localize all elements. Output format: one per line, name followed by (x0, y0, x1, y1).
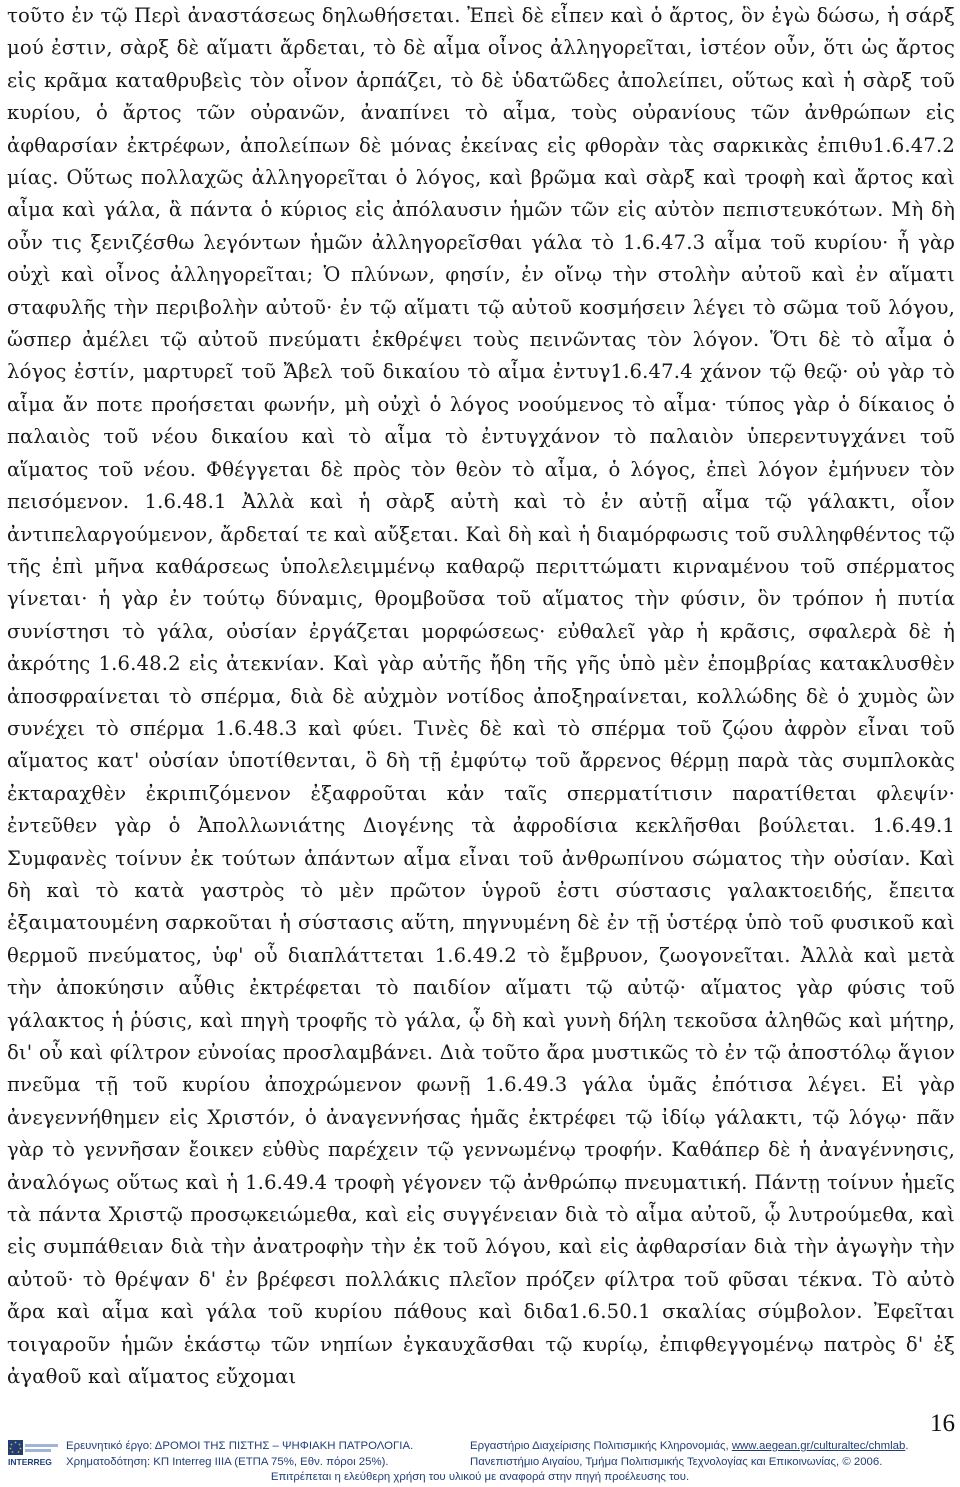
footer-lab-suffix: . (905, 1440, 909, 1452)
document-paragraph: τοῦτο ἐν τῷ Περὶ ἀναστάσεως δηλωθήσεται. Ἐπεὶ δὲ εἶπεν καὶ ὁ ἄρτος, ὃν ἐγὼ δώσω, ἡ σάρξ μού ἐστιν, σὰρξ δὲ αἵματι ἄρδεται, τὸ δὲ αἷμα οἶνος ἀλληγορεῖται, ἰστέον οὖν, ὅτι ὡς ἄρτος εἰς κρᾶμα καταθρυβεὶς τὸν οἶνον ἁρπάζει, τὸ δὲ ὑδατῶδες ἀπολείπει, οὕτως καὶ ἡ σὰρξ τοῦ κυρίου, ὁ ἄρτος τῶν οὐρανῶν, ἀναπίνει τὸ αἷμα, τοὺς οὐρανίους τῶν ἀνθρώπων εἰς ἀφθαρσίαν ἐκτρέφων, ἀπολείπων δὲ μόνας ἐκείνας εἰς φθορὰν τὰς σαρκικὰς ἐπιθυ1.6.47.2 μίας. Οὕτως πολλαχῶς ἀλληγορεῖται ὁ λόγος, καὶ βρῶμα καὶ σὰρξ καὶ τροφὴ καὶ ἄρτος καὶ αἷμα καὶ γάλα, ἃ πάντα ὁ κύριος εἰς ἀπόλαυσιν ἡμῶν τῶν εἰς αὐτὸν πεπιστευκότων. Μὴ δὴ οὖν τις ξενιζέσθω λεγόντων ἡμῶν ἀλληγορεῖσθαι γάλα τὸ 1.6.47.3 αἷμα τοῦ κυρίου· ἦ γὰρ οὐχὶ καὶ οἶνος ἀλληγορεῖται; Ὁ πλύνων, φησίν, ἐν οἴνῳ τὴν στολὴν αὐτοῦ καὶ ἐν αἵματι σταφυλῆς τὴν περιβολὴν αὐτοῦ· ἐν τῷ αἵματι τῷ αὐτοῦ κοσμήσειν λέγει τὸ σῶμα τοῦ λόγου, ὥσπερ ἀμέλει τῷ αὐτοῦ πνεύματι ἐκθρέψει τοὺς πεινῶντας τὸν λόγον. Ὅτι δὲ τὸ αἷμα ὁ λόγος ἐστίν, μαρτυρεῖ τοῦ Ἄβελ τοῦ δικαίου τὸ αἷμα ἐντυγ1.6.47.4 χάνον τῷ θεῷ· οὐ γὰρ τὸ αἷμα ἄν ποτε προήσεται φωνήν, μὴ οὐχὶ ὁ λόγος νοούμενος τὸ αἷμα· τύπος γὰρ ὁ δίκαιος ὁ παλαιὸς τοῦ νέου δικαίου καὶ τὸ αἷμα τὸ ἐντυγχάνον τὸ παλαιὸν ὑπερεντυγχάνει τοῦ αἵματος τοῦ νέου. Φθέγγεται δὲ πρὸς τὸν θεὸν τὸ αἷμα, ὁ λόγος, ἐπεὶ λόγον ἐμήνυεν τὸν πεισόμενον. 1.6.48.1 Ἀλλὰ καὶ ἡ σὰρξ αὐτὴ καὶ τὸ ἐν αὐτῇ αἷμα τῷ γάλακτι, οἷον ἀντιπελαργούμενον, ἄρδεταί τε καὶ αὔξεται. Καὶ δὴ καὶ ἡ διαμόρφωσις τοῦ συλληφθέντος τῷ τῆς ἐπὶ μῆνα καθάρσεως ὑπολελειμμένῳ καθαρῷ περιττώματι κιρναμένου τοῦ σπέρματος γίνεται· ἡ γὰρ ἐν τούτῳ δύναμις, θρομβοῦσα τοῦ αἵματος τὴν φύσιν, ὃν τρόπον ἡ πυτία συνίστησι τὸ γάλα, οὐσίαν ἐργάζεται μορφώσεως· εὐθαλεῖ γὰρ ἡ κρᾶσις, σφαλερὰ δὲ ἡ ἀκρότης 1.6.48.2 εἰς ἀτεκνίαν. Καὶ γὰρ αὐτῆς ἤδη τῆς γῆς ὑπὸ μὲν ἐπομβρίας κατακλυσθὲν ἀποσφραίνεται τὸ σπέρμα, διὰ δὲ αὐχμὸν νοτίδος ἀποξηραίνεται, κολλώδης δὲ ὁ χυμὸς ὢν συνέχει τὸ σπέρμα 1.6.48.3 καὶ φύει. Τινὲς δὲ καὶ τὸ σπέρμα τοῦ ζῴου ἀφρὸν εἶναι τοῦ αἵματος κατ' οὐσίαν ὑποτίθενται, ὃ δὴ τῇ ἐμφύτῳ τοῦ ἄρρενος θέρμῃ παρὰ τὰς συμπλοκὰς ἐκταραχθὲν ἐκριπιζόμενον ἐξαφροῦται κἀν ταῖς σπερματίτισιν παρατίθεται φλεψίν· ἐντεῦθεν γὰρ ὁ Ἀπολλωνιάτης Διογένης τὰ ἀφροδίσια κεκλῆσθαι βούλεται. 1.6.49.1 Συμφανὲς τοίνυν ἐκ τούτων ἁπάντων αἷμα εἶναι τοῦ ἀνθρωπίνου σώματος τὴν οὐσίαν. Καὶ δὴ καὶ τὸ κατὰ γαστρὸς τὸ μὲν πρῶτον ὑγροῦ ἐστι σύστασις γαλακτοειδής, ἔπειτα ἐξαιματουμένη σαρκοῦται ἡ σύστασις αὕτη, πηγνυμένη δὲ ἐν τῇ ὑστέρᾳ ὑπὸ τοῦ φυσικοῦ καὶ θερμοῦ πνεύματος, ὑφ' οὗ διαπλάττεται 1.6.49.2 τὸ ἔμβρυον, ζωογονεῖται. Ἀλλὰ καὶ μετὰ τὴν ἀποκύησιν αὖθις ἐκτρέφεται τὸ παιδίον αἵματι τῷ αὐτῷ· αἵματος γὰρ φύσις τοῦ γάλακτος ἡ ῥύσις, καὶ πηγὴ τροφῆς τὸ γάλα, ᾧ δὴ καὶ γυνὴ δήλη τεκοῦσα ἀληθῶς καὶ μήτηρ, δι' οὗ καὶ φίλτρον εὐνοίας προσλαμβάνει. Διὰ τοῦτο ἄρα μυστικῶς τὸ ἐν τῷ ἀποστόλῳ ἅγιον πνεῦμα τῇ τοῦ κυρίου ἀποχρώμενον φωνῇ 1.6.49.3 γάλα ὑμᾶς ἐπότισα λέγει. Εἰ γὰρ ἀνεγεννήθημεν εἰς Χριστόν, ὁ ἀναγεννήσας ἡμᾶς ἐκτρέφει τῷ ἰδίῳ γάλακτι, τῷ λόγῳ· πᾶν γὰρ τὸ γεννῆσαν ἔοικεν εὐθὺς παρέχειν τῷ γεννωμένῳ τροφήν. Καθάπερ δὲ ἡ ἀναγέννησις, ἀναλόγως οὕτως καὶ ἡ 1.6.49.4 τροφὴ γέγονεν τῷ ἀνθρώπῳ πνευματική. Πάντῃ τοίνυν ἡμεῖς τὰ πάντα Χριστῷ προσῳκειώμεθα, καὶ εἰς συγγένειαν διὰ τὸ αἷμα αὐτοῦ, ᾧ λυτρούμεθα, καὶ εἰς συμπάθειαν διὰ τὴν ἀνατροφὴν τὴν ἐκ τοῦ λόγου, καὶ εἰς ἀφθαρσίαν διὰ τὴν ἀγωγὴν τὴν αὐτοῦ· τὸ θρέψαν δ' ἐν βρέφεσι πολλάκις πλεῖον πρόζεν φίλτρα τοῦ φῦσαι τέκνα. Τὸ αὐτὸ ἄρα καὶ αἷμα καὶ γάλα τοῦ κυρίου πάθους καὶ διδα1.6.50.1 σκαλίας σύμβολον. Ἐφεῖται τοιγαροῦν ἡμῶν ἑκάστῳ τῶν νηπίων ἐγκαυχᾶσθαι τῷ κυρίῳ, ἐπιφθεγγομένῳ πατρὸς δ' ἐξ ἀγαθοῦ καὶ αἵματος εὔχομαι (7, 4, 955, 1389)
document-body (7, 0, 955, 1393)
interreg-logo-text: INTERREG (8, 1457, 52, 1467)
footer-usage-notice: Επιτρέπεται η ελεύθερη χρήση του υλικού με αναφορά στην πηγή προέλευσης του. (270, 1471, 690, 1483)
page-footer (0, 1436, 960, 1487)
page-number: 16 (930, 1410, 955, 1437)
footer-project-info (66, 1438, 456, 1470)
footer-lab-name: Εργαστήριο Διαχείρισης Πολιτισμικής Κληρονομιάς, (470, 1440, 732, 1452)
footer-funding: Χρηματοδότηση: ΚΠ Interreg IIIA (ΕΤΠΑ 75%, Εθν. πόροι 25%). (66, 1456, 389, 1468)
footer-university: Πανεπιστήμιο Αιγαίου, Τμήμα Πολιτισμικής Τεχνολογίας και Επικοινωνίας, © 2006. (470, 1456, 883, 1468)
footer-lab-line (470, 1438, 950, 1454)
footer-project-title: Ερευνητικό έργο: ΔΡΟΜΟΙ ΤΗΣ ΠΙΣΤΗΣ – ΨΗΦΙΑΚΗ ΠΑΤΡΟΛΟΓΙΑ. (66, 1440, 414, 1452)
interreg-logo-icon (8, 1440, 60, 1468)
footer-lab-info (470, 1438, 950, 1470)
footer-lab-link[interactable]: www.aegean.gr/culturaltec/chmlab (731, 1440, 906, 1452)
